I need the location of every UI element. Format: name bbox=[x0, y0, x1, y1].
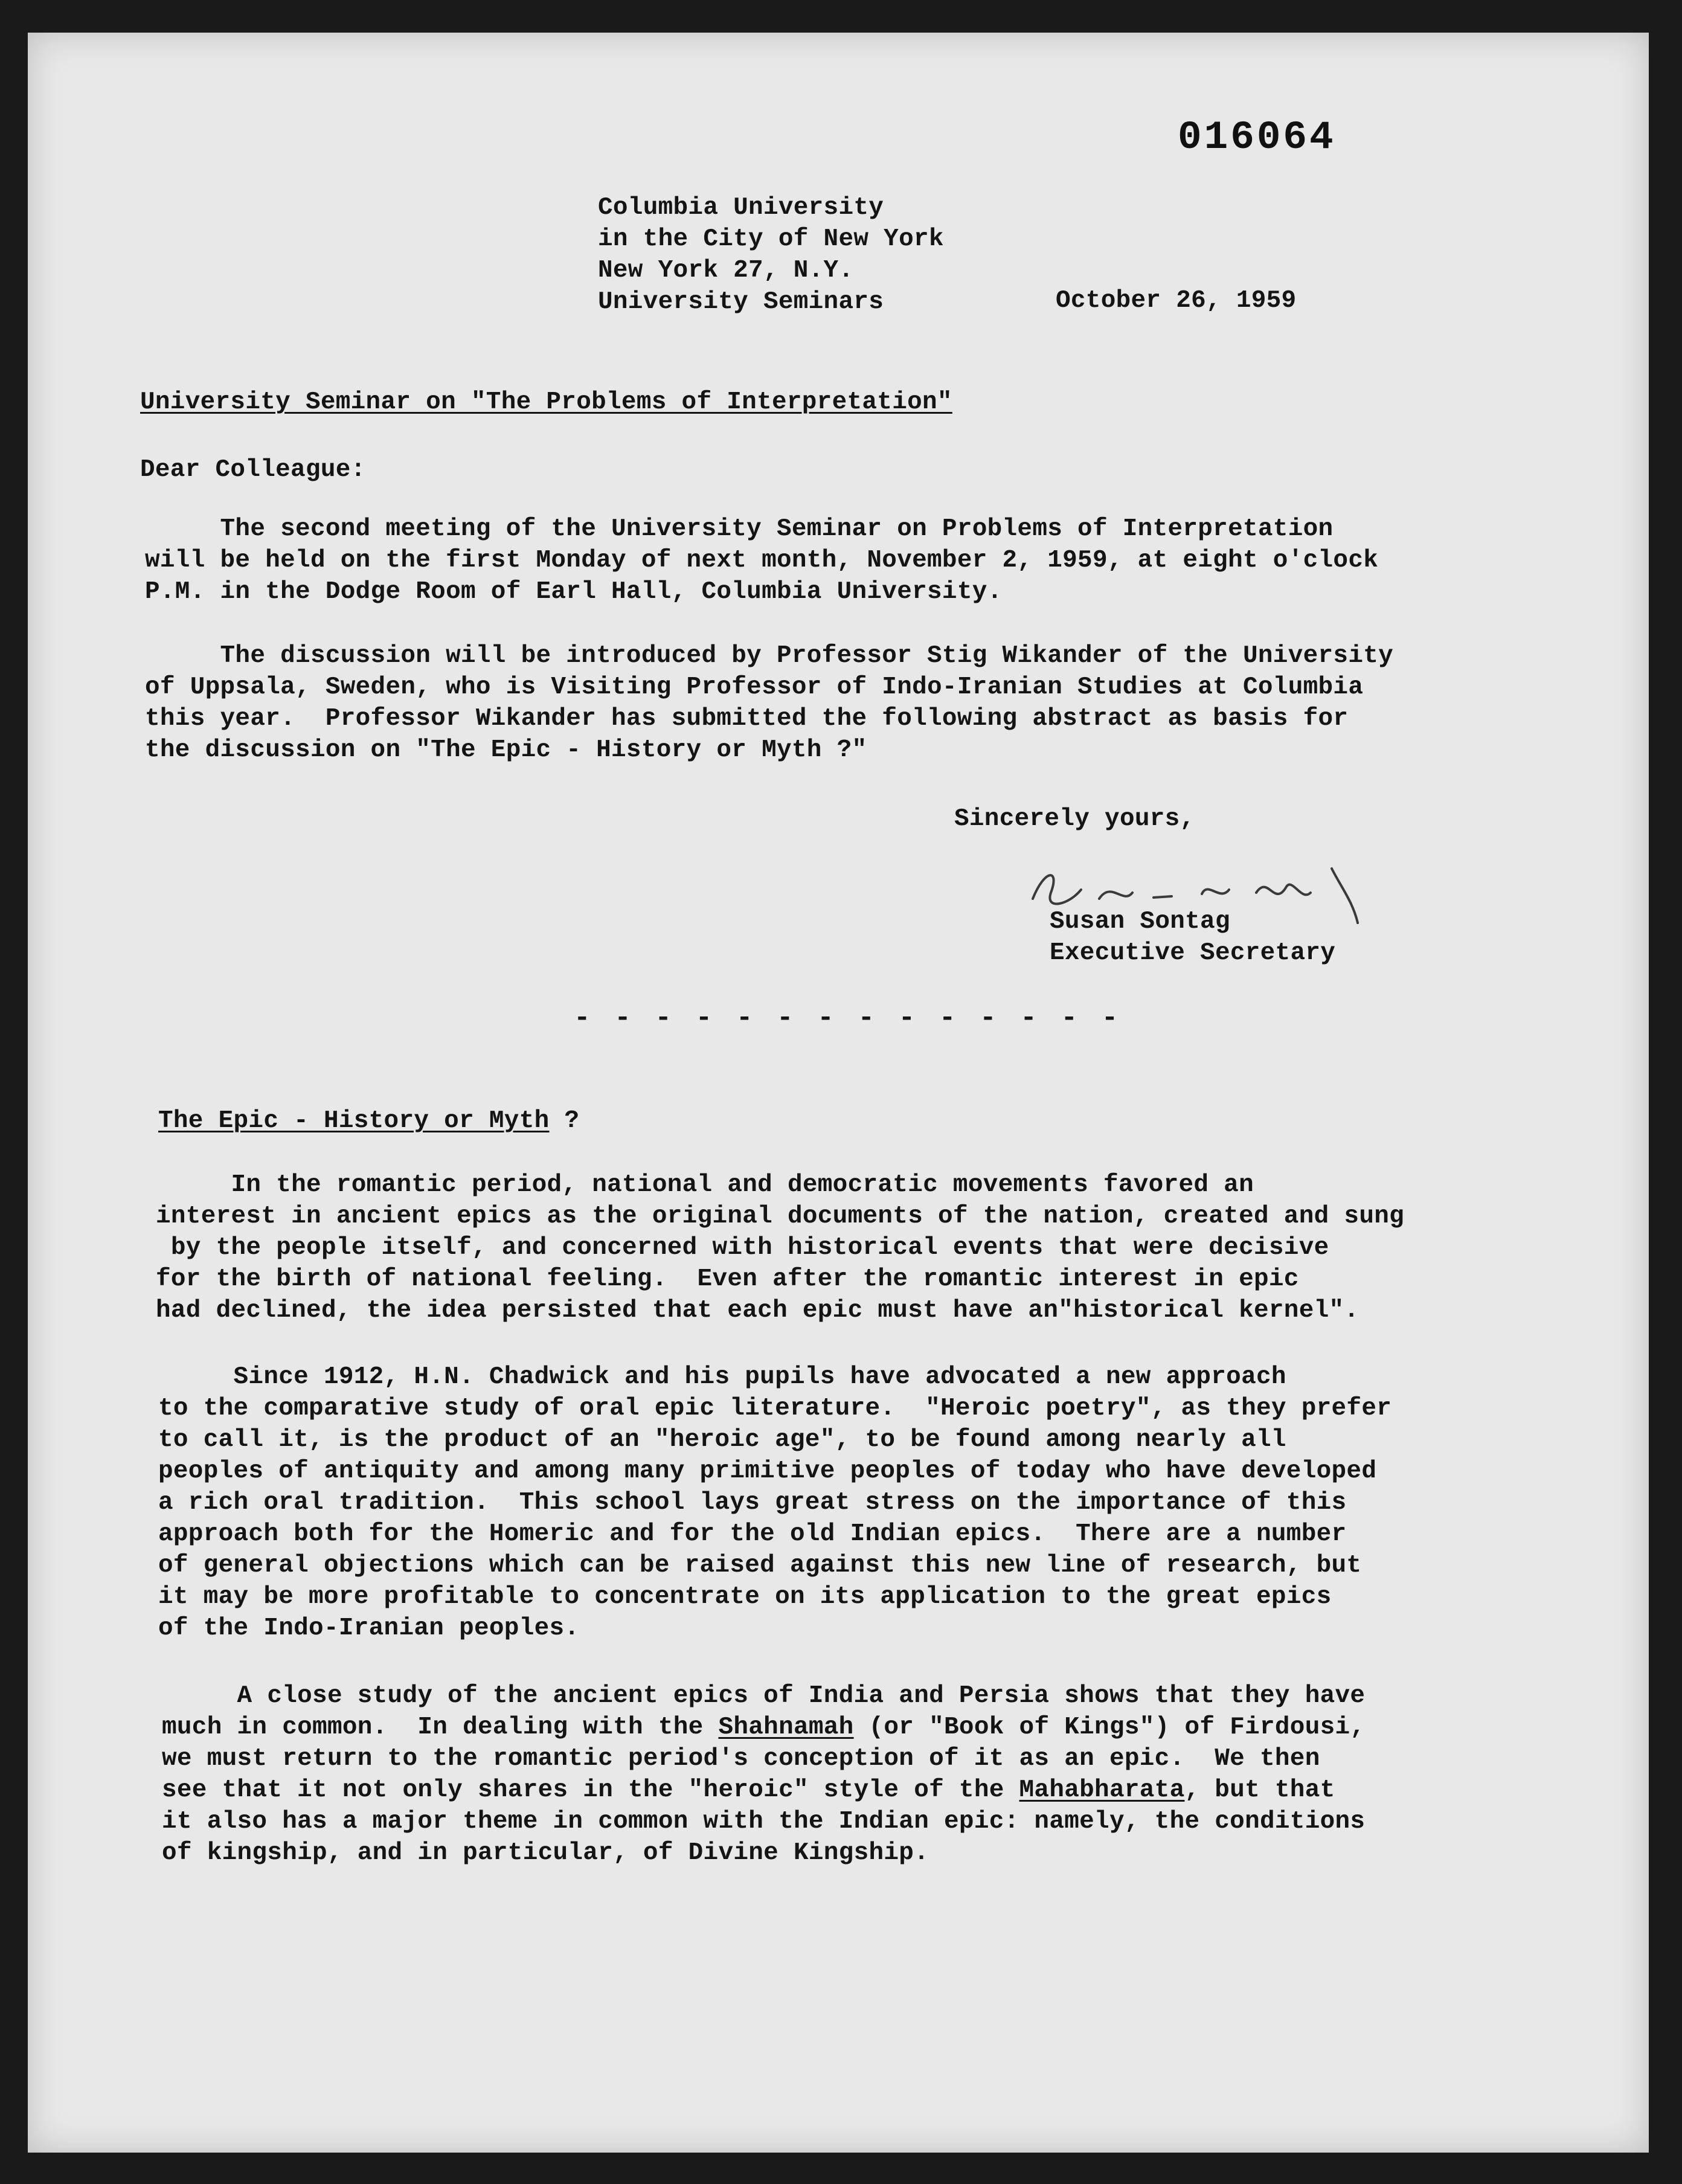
text-segment: (or "Book of Kings") of Firdousi, bbox=[853, 1713, 1366, 1741]
text-line: will be held on the first Monday of next month, November 2, 1959, at eight o'clock bbox=[145, 547, 1379, 574]
signer-name: Susan Sontag bbox=[1050, 908, 1230, 936]
section-divider: - - - - - - - - - - - - - - bbox=[574, 1003, 1122, 1034]
letterhead-line: Columbia University bbox=[598, 194, 884, 222]
book-title-shahnamah: Shahnamah bbox=[718, 1713, 854, 1741]
document-number: 016064 bbox=[1178, 115, 1336, 160]
letterhead-line: New York 27, N.Y. bbox=[598, 257, 854, 284]
text-line: of Uppsala, Sweden, who is Visiting Professor of Indo-Iranian Studies at Columbia bbox=[145, 673, 1364, 701]
text-line: The second meeting of the University Seminar on Problems of Interpretation bbox=[145, 515, 1334, 543]
text-line: we must return to the romantic period's conception of it as an epic. We then bbox=[162, 1745, 1320, 1773]
abstract-paragraph-3 bbox=[162, 1680, 1365, 1869]
text-line: approach both for the Homeric and for the old Indian epics. There are a number bbox=[158, 1520, 1347, 1548]
abstract-paragraph-2 bbox=[158, 1361, 1392, 1644]
text-line: this year. Professor Wikander has submitted the following abstract as basis for bbox=[145, 705, 1349, 733]
letterhead-line: in the City of New York bbox=[598, 225, 944, 253]
text-line: The discussion will be introduced by Professor Stig Wikander of the University bbox=[145, 642, 1394, 670]
text-line bbox=[162, 1712, 1365, 1743]
signer-title: Executive Secretary bbox=[1050, 939, 1336, 967]
text-line: Since 1912, H.N. Chadwick and his pupils have advocated a new approach bbox=[158, 1363, 1286, 1391]
closing: Sincerely yours, bbox=[954, 805, 1195, 833]
text-line: A close study of the ancient epics of India and Persia shows that they have bbox=[162, 1682, 1366, 1710]
signature-block bbox=[954, 803, 1195, 835]
text-line: it also has a major theme in common with the Indian epic: namely, the conditions bbox=[162, 1808, 1366, 1836]
abstract-title: The Epic - History or Myth bbox=[158, 1107, 550, 1135]
abstract-heading bbox=[158, 1105, 579, 1137]
text-line: peoples of antiquity and among many primitive peoples of today who have developed bbox=[158, 1457, 1377, 1485]
text-line: to call it, is the product of an "heroic age", to be found among nearly all bbox=[158, 1426, 1286, 1454]
text-line: In the romantic period, national and democratic movements favored an bbox=[156, 1171, 1254, 1199]
letterhead-line: University Seminars bbox=[598, 288, 884, 316]
book-title-mahabharata: Mahabharata bbox=[1019, 1776, 1185, 1804]
text-line: interest in ancient epics as the original documents of the nation, created and sung bbox=[156, 1203, 1405, 1230]
subject-line: University Seminar on "The Problems of Interpretation" bbox=[140, 388, 952, 416]
text-line: of kingship, and in particular, of Divine Kingship. bbox=[162, 1839, 929, 1867]
text-segment: see that it not only shares in the "heroic" style of the bbox=[162, 1776, 1019, 1804]
letter-paragraph-1 bbox=[145, 513, 1378, 608]
text-line: P.M. in the Dodge Room of Earl Hall, Columbia University. bbox=[145, 578, 1003, 606]
text-segment: much in common. In dealing with the bbox=[162, 1713, 719, 1741]
text-line: by the people itself, and concerned with historical events that were decisive bbox=[156, 1234, 1329, 1262]
text-line bbox=[162, 1774, 1365, 1806]
text-segment: , but that bbox=[1184, 1776, 1335, 1804]
letter-date: October 26, 1959 bbox=[1056, 287, 1297, 315]
text-line: it may be more profitable to concentrate on its application to the great epics bbox=[158, 1583, 1332, 1611]
salutation: Dear Colleague: bbox=[140, 456, 366, 484]
letter-paragraph-2 bbox=[145, 640, 1393, 766]
abstract-paragraph-1 bbox=[156, 1169, 1404, 1326]
text-line: had declined, the idea persisted that each epic must have an"historical kernel". bbox=[156, 1297, 1359, 1325]
text-line: a rich oral tradition. This school lays great stress on the importance of this bbox=[158, 1489, 1347, 1517]
text-line: the discussion on "The Epic - History or Myth ?" bbox=[145, 736, 867, 764]
text-line: to the comparative study of oral epic literature. "Heroic poetry", as they prefer bbox=[158, 1395, 1392, 1422]
text-line: for the birth of national feeling. Even after the romantic interest in epic bbox=[156, 1265, 1299, 1293]
abstract-title-suffix: ? bbox=[549, 1107, 580, 1135]
letterhead bbox=[598, 192, 944, 318]
text-line: of the Indo-Iranian peoples. bbox=[158, 1614, 580, 1642]
text-line: of general objections which can be raised against this new line of research, but bbox=[158, 1552, 1362, 1579]
